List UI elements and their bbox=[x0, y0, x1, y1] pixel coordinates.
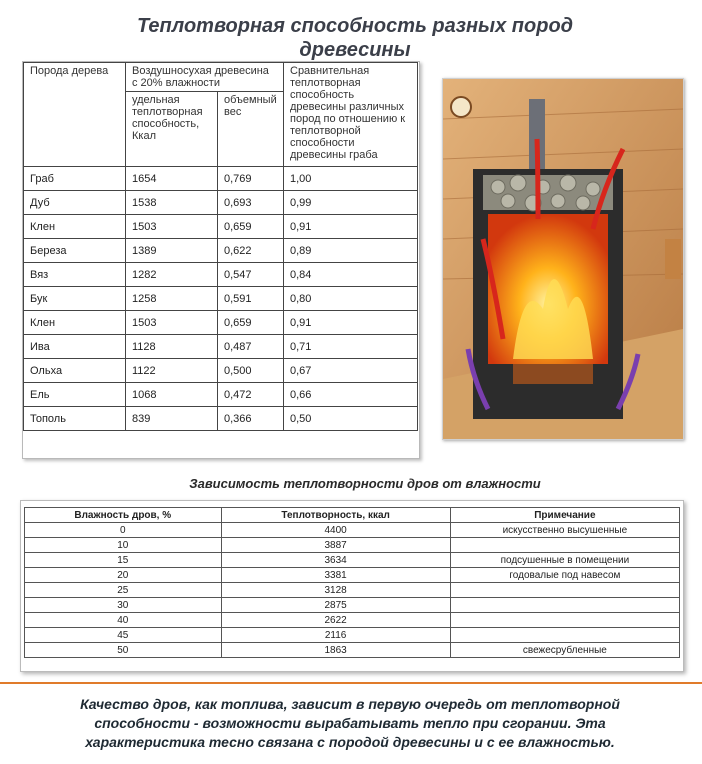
table-cell: 15 bbox=[25, 553, 222, 568]
table-cell: Ель bbox=[24, 383, 126, 407]
table-cell: 3887 bbox=[221, 538, 450, 553]
table-row bbox=[24, 215, 418, 239]
table-cell: Ива bbox=[24, 335, 126, 359]
table-cell bbox=[450, 598, 679, 613]
table-cell: 1503 bbox=[126, 311, 218, 335]
table-cell: 3381 bbox=[221, 568, 450, 583]
table-cell: Клен bbox=[24, 311, 126, 335]
table-cell: годовалые под навесом bbox=[450, 568, 679, 583]
header-note: Примечание bbox=[450, 508, 679, 523]
page-title bbox=[120, 14, 590, 62]
footer-line-1: Качество дров, как топлива, зависит в первую очередь от теплотворной bbox=[80, 696, 620, 712]
table-row bbox=[25, 613, 680, 628]
table-cell: Дуб bbox=[24, 191, 126, 215]
table-cell bbox=[450, 583, 679, 598]
table-cell: 839 bbox=[126, 407, 218, 431]
table-cell: 10 bbox=[25, 538, 222, 553]
header-heat-value: Теплотворность, ккал bbox=[221, 508, 450, 523]
table-cell: 0,71 bbox=[284, 335, 418, 359]
table-cell: 1122 bbox=[126, 359, 218, 383]
table-cell bbox=[450, 628, 679, 643]
table-cell: 0,84 bbox=[284, 263, 418, 287]
table-cell: 0,472 bbox=[218, 383, 284, 407]
table-cell: 1128 bbox=[126, 335, 218, 359]
table-cell: Береза bbox=[24, 239, 126, 263]
moisture-table bbox=[20, 500, 684, 672]
header-comparative: Сравнительная теплотворная способность древесины различных пород по отношению к теплотворной способности древесины граба bbox=[284, 63, 418, 167]
wood-heat-table bbox=[22, 61, 420, 459]
table-cell: 1389 bbox=[126, 239, 218, 263]
table-cell: Бук bbox=[24, 287, 126, 311]
table-cell: 40 bbox=[25, 613, 222, 628]
table-row bbox=[24, 263, 418, 287]
header-volume-weight: объемный вес bbox=[218, 92, 284, 167]
table-cell: подсушенные в помещении bbox=[450, 553, 679, 568]
table-row bbox=[24, 311, 418, 335]
table-cell: 1654 bbox=[126, 167, 218, 191]
moisture-subtitle: Зависимость теплотворности дров от влажности bbox=[189, 476, 541, 491]
table-row bbox=[25, 598, 680, 613]
header-dry-wood: Воздушносухая древесина с 20% влажности bbox=[126, 63, 284, 92]
table-cell: 0,66 bbox=[284, 383, 418, 407]
header-breed: Порода дерева bbox=[24, 63, 126, 167]
table-cell: 1863 bbox=[221, 643, 450, 658]
table-cell: 0,91 bbox=[284, 215, 418, 239]
table-cell: 20 bbox=[25, 568, 222, 583]
table-cell: 0,50 bbox=[284, 407, 418, 431]
table-cell: 0,622 bbox=[218, 239, 284, 263]
table-row bbox=[25, 553, 680, 568]
table-cell: 0,547 bbox=[218, 263, 284, 287]
table-cell: 3128 bbox=[221, 583, 450, 598]
table-row bbox=[25, 568, 680, 583]
table-cell: 0,591 bbox=[218, 287, 284, 311]
footer-paragraph bbox=[20, 695, 680, 752]
table-row bbox=[25, 643, 680, 658]
table-cell: 4400 bbox=[221, 523, 450, 538]
title-line-1: Теплотворная способность разных пород bbox=[136, 15, 574, 37]
table-cell: 0,769 bbox=[218, 167, 284, 191]
table-cell: 0,693 bbox=[218, 191, 284, 215]
table-cell: 1503 bbox=[126, 215, 218, 239]
table-cell: 45 bbox=[25, 628, 222, 643]
table-cell: 2116 bbox=[221, 628, 450, 643]
table-cell: 0,487 bbox=[218, 335, 284, 359]
table-row bbox=[24, 335, 418, 359]
table-cell: Тополь bbox=[24, 407, 126, 431]
title-line-2: древесины bbox=[299, 39, 411, 61]
table-cell: 1282 bbox=[126, 263, 218, 287]
table-cell bbox=[450, 613, 679, 628]
table-cell: 25 bbox=[25, 583, 222, 598]
header-specific-heat: удельная теплотворная способность, Ккал bbox=[126, 92, 218, 167]
table-row bbox=[25, 538, 680, 553]
table-cell: Граб bbox=[24, 167, 126, 191]
table-row bbox=[24, 383, 418, 407]
table-cell: 1258 bbox=[126, 287, 218, 311]
table-cell: 0,89 bbox=[284, 239, 418, 263]
table-cell: 1538 bbox=[126, 191, 218, 215]
table-row bbox=[24, 287, 418, 311]
table-cell: 0,99 bbox=[284, 191, 418, 215]
table-row bbox=[24, 407, 418, 431]
table-cell: 30 bbox=[25, 598, 222, 613]
table-cell: Ольха bbox=[24, 359, 126, 383]
table-cell: Вяз bbox=[24, 263, 126, 287]
table-row bbox=[25, 583, 680, 598]
table-cell: Клен bbox=[24, 215, 126, 239]
table-row bbox=[25, 628, 680, 643]
table-cell: 0,500 bbox=[218, 359, 284, 383]
table-cell: 0,659 bbox=[218, 215, 284, 239]
table-row bbox=[24, 359, 418, 383]
footer-line-3: характеристика тесно связана с породой древесины и с ее влажностью. bbox=[85, 734, 615, 750]
table-cell: 2875 bbox=[221, 598, 450, 613]
table-cell: искусственно высушенные bbox=[450, 523, 679, 538]
table-cell bbox=[450, 538, 679, 553]
table-row bbox=[24, 191, 418, 215]
sauna-stove-illustration bbox=[442, 78, 684, 440]
table-cell: 0,366 bbox=[218, 407, 284, 431]
table-cell: 0,80 bbox=[284, 287, 418, 311]
footer-line-2: способности - возможности вырабатывать тепло при сгорании. Эта bbox=[94, 715, 606, 731]
table-cell: 2622 bbox=[221, 613, 450, 628]
table-row bbox=[25, 523, 680, 538]
table-row bbox=[24, 239, 418, 263]
table-cell: 0,91 bbox=[284, 311, 418, 335]
orange-divider bbox=[0, 682, 702, 684]
table-row bbox=[24, 167, 418, 191]
table-cell: 50 bbox=[25, 643, 222, 658]
table-cell: свежесрубленные bbox=[450, 643, 679, 658]
table-cell: 3634 bbox=[221, 553, 450, 568]
table-cell: 0,659 bbox=[218, 311, 284, 335]
table-cell: 0 bbox=[25, 523, 222, 538]
header-moisture: Влажность дров, % bbox=[25, 508, 222, 523]
table-cell: 1,00 bbox=[284, 167, 418, 191]
table-cell: 0,67 bbox=[284, 359, 418, 383]
table-cell: 1068 bbox=[126, 383, 218, 407]
